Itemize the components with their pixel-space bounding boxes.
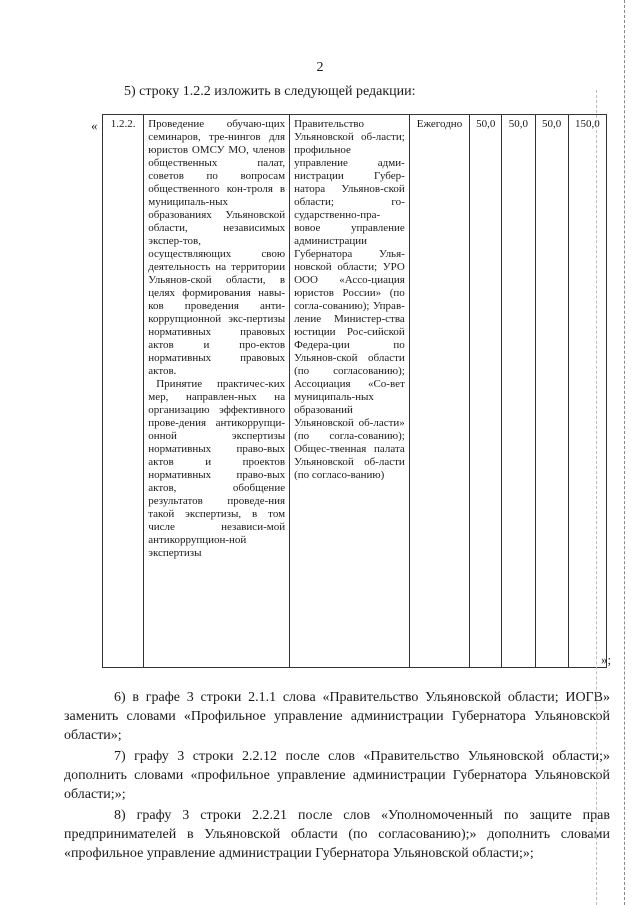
program-row-table [102,114,607,668]
period-cell: Ежегодно [409,115,469,668]
scan-fold-line [596,90,597,905]
paragraph-8-text: 8) графу 3 строки 2.2.21 после слов «Уполномоченный по защите прав предпринимателей в Ульяновской области (по согласованию);» дополнить словами «профильное управление администрации Губернатора Ульяновской области;»; [64,808,610,861]
paragraph-7 [64,747,610,804]
paragraph-8 [64,806,610,863]
closing-quote: »; [601,652,612,667]
measure-text-part2: Принятие практичес-ких мер, направлен-ных на организацию эффективного прове-дения антикоррупци-онной экспертизы нормативных право-вых актов и проектов нормативных право-вых актов, обобщение результатов проведе-ния такой экспертизы, в том числе независи-мой антикоррупцион-ной экспертизы [148,378,286,559]
value-cell-3: 50,0 [535,115,568,668]
value-cell-1: 50,0 [470,115,502,668]
intro-line: 5) строку 1.2.2 изложить в следующей редакции: [124,84,416,99]
paragraph-6-text: 6) в графе 3 строки 2.1.1 слова «Правительство Ульяновской области; ИОГВ» заменить словами «Профильное управление администрации Губернатора Ульяновской области»; [64,690,610,743]
page-number: 2 [316,60,324,75]
paragraph-6 [64,688,610,745]
scan-edge-line [624,0,625,905]
value-cell-total: 150,0 [568,115,606,668]
value-cell-2: 50,0 [502,115,535,668]
measure-text-part1: Проведение обучаю-щих семинаров, тре-нингов для юристов ОМСУ МО, членов общественных палат, советов по вопросам общественного кон-троля в муниципаль-ных образованиях Ульяновской области, независимых экспер-тов, осуществляющих свою деятельность на территории Ульянов-ской области, в целях формирования навы-ков проведения анти-коррупционной экс-пертизы нормативных правовых актов и про-ектов нормативных правовых актов. [148,118,286,377]
row-number: 1.2.2. [103,115,144,668]
opening-quote: « [91,118,98,133]
table-row [103,115,607,668]
executors-cell: Правительство Ульяновской об-ласти; профильное управление адми-нистрации Губер-натора Ульянов-ской области; го-сударственно-пра-вовое управление администрации Губернатора Улья-новской области; УРО ООО «Ассо-циация юристов России» (по согла-сованию); Управ-ление Министер-ства юстиции Рос-сийской Федера-ции по Ульянов-ской области (по согласованию); Ассоциация «Со-вет муниципаль-ных образований Ульяновской об-ласти» (по согла-сованию); Общес-твенная палата Ульяновской об-ласти (по согласо-ванию) [290,115,410,668]
measure-cell [144,115,290,668]
paragraph-7-text: 7) графу 3 строки 2.2.12 после слов «Правительство Ульяновской области;» дополнить словами «профильное управление администрации Губернатора Ульяновской области;»; [64,749,610,802]
